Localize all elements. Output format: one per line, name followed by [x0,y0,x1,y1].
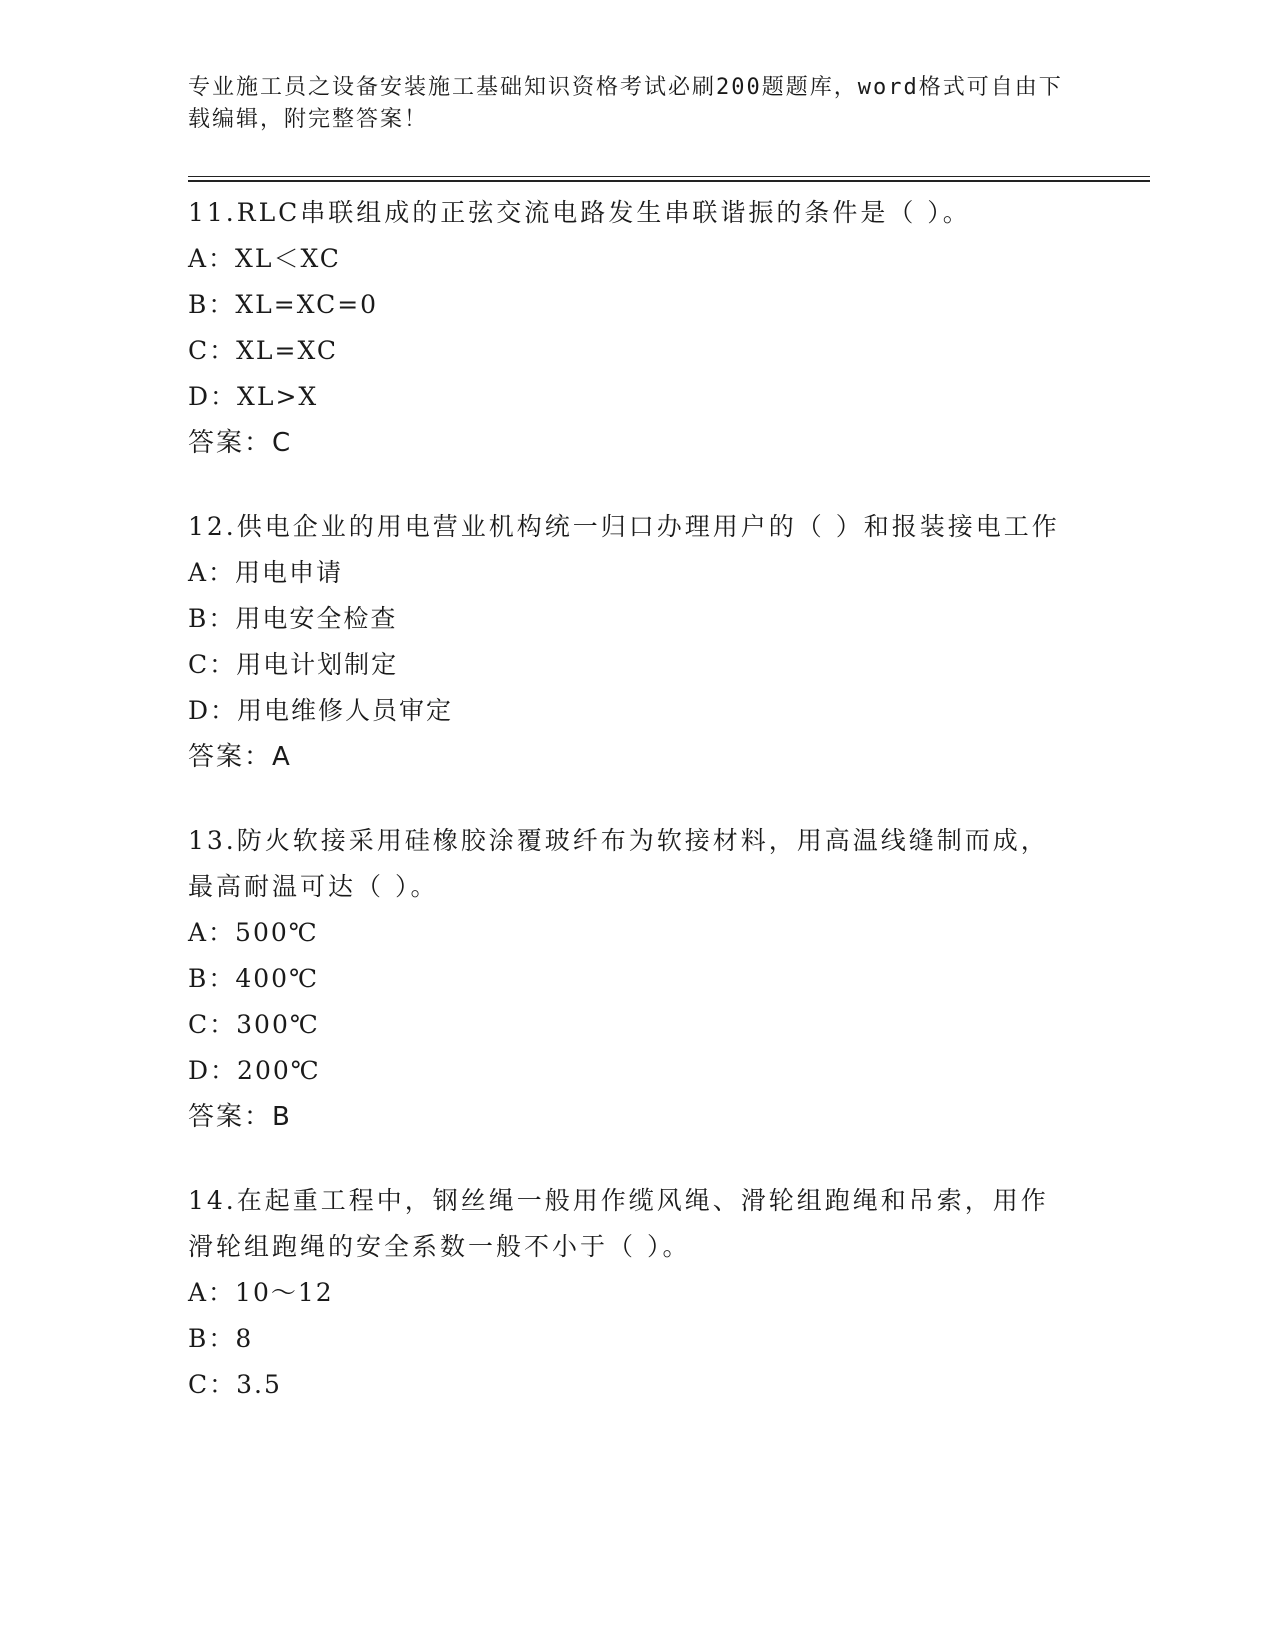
option-c: C：XL=XC [188,336,338,365]
option-c: C：300℃ [188,1010,320,1039]
option-c: C：3.5 [188,1370,282,1399]
question-list [188,190,1068,1446]
option-b: B：用电安全检查 [188,604,398,633]
header-divider-thin [188,176,1150,177]
answer-line: 答案：C [188,428,293,458]
option-a: A：XL＜XC [188,244,341,273]
option-c: C：用电计划制定 [188,650,399,679]
option-d: D：XL>X [188,382,319,411]
option-a: A：用电申请 [188,558,344,587]
option-d: D：200℃ [188,1056,321,1085]
question-stem: 12.供电企业的用电营业机构统一归口办理用户的（ ）和报装接电工作 [188,512,1060,541]
question-12 [188,504,1068,780]
document-header [188,72,1068,136]
option-a: A：10～12 [188,1278,334,1307]
question-stem: 14.在起重工程中，钢丝绳一般用作缆风绳、滑轮组跑绳和吊索，用作滑轮组跑绳的安全系数一般不小于（ ）。 [188,1186,1049,1261]
answer-line: 答案：A [188,742,292,772]
header-intro-text: 专业施工员之设备安装施工基础知识资格考试必刷200题题库，word格式可自由下载编辑，附完整答案！ [188,75,1063,132]
answer-line: 答案：B [188,1102,292,1132]
question-stem: 13.防火软接采用硅橡胶涂覆玻纤布为软接材料，用高温线缝制而成，最高耐温可达（ ）。 [188,826,1049,901]
option-d: D：用电维修人员审定 [188,696,454,725]
question-stem: 11.RLC串联组成的正弦交流电路发生串联谐振的条件是（ ）。 [188,198,971,227]
option-a: A：500℃ [188,918,319,947]
option-b: B：8 [188,1324,254,1353]
option-b: B：XL=XC=0 [188,290,379,319]
question-13 [188,818,1068,1140]
question-14 [188,1178,1068,1408]
header-divider-thick [188,180,1150,182]
question-11 [188,190,1068,466]
option-b: B：400℃ [188,964,320,993]
